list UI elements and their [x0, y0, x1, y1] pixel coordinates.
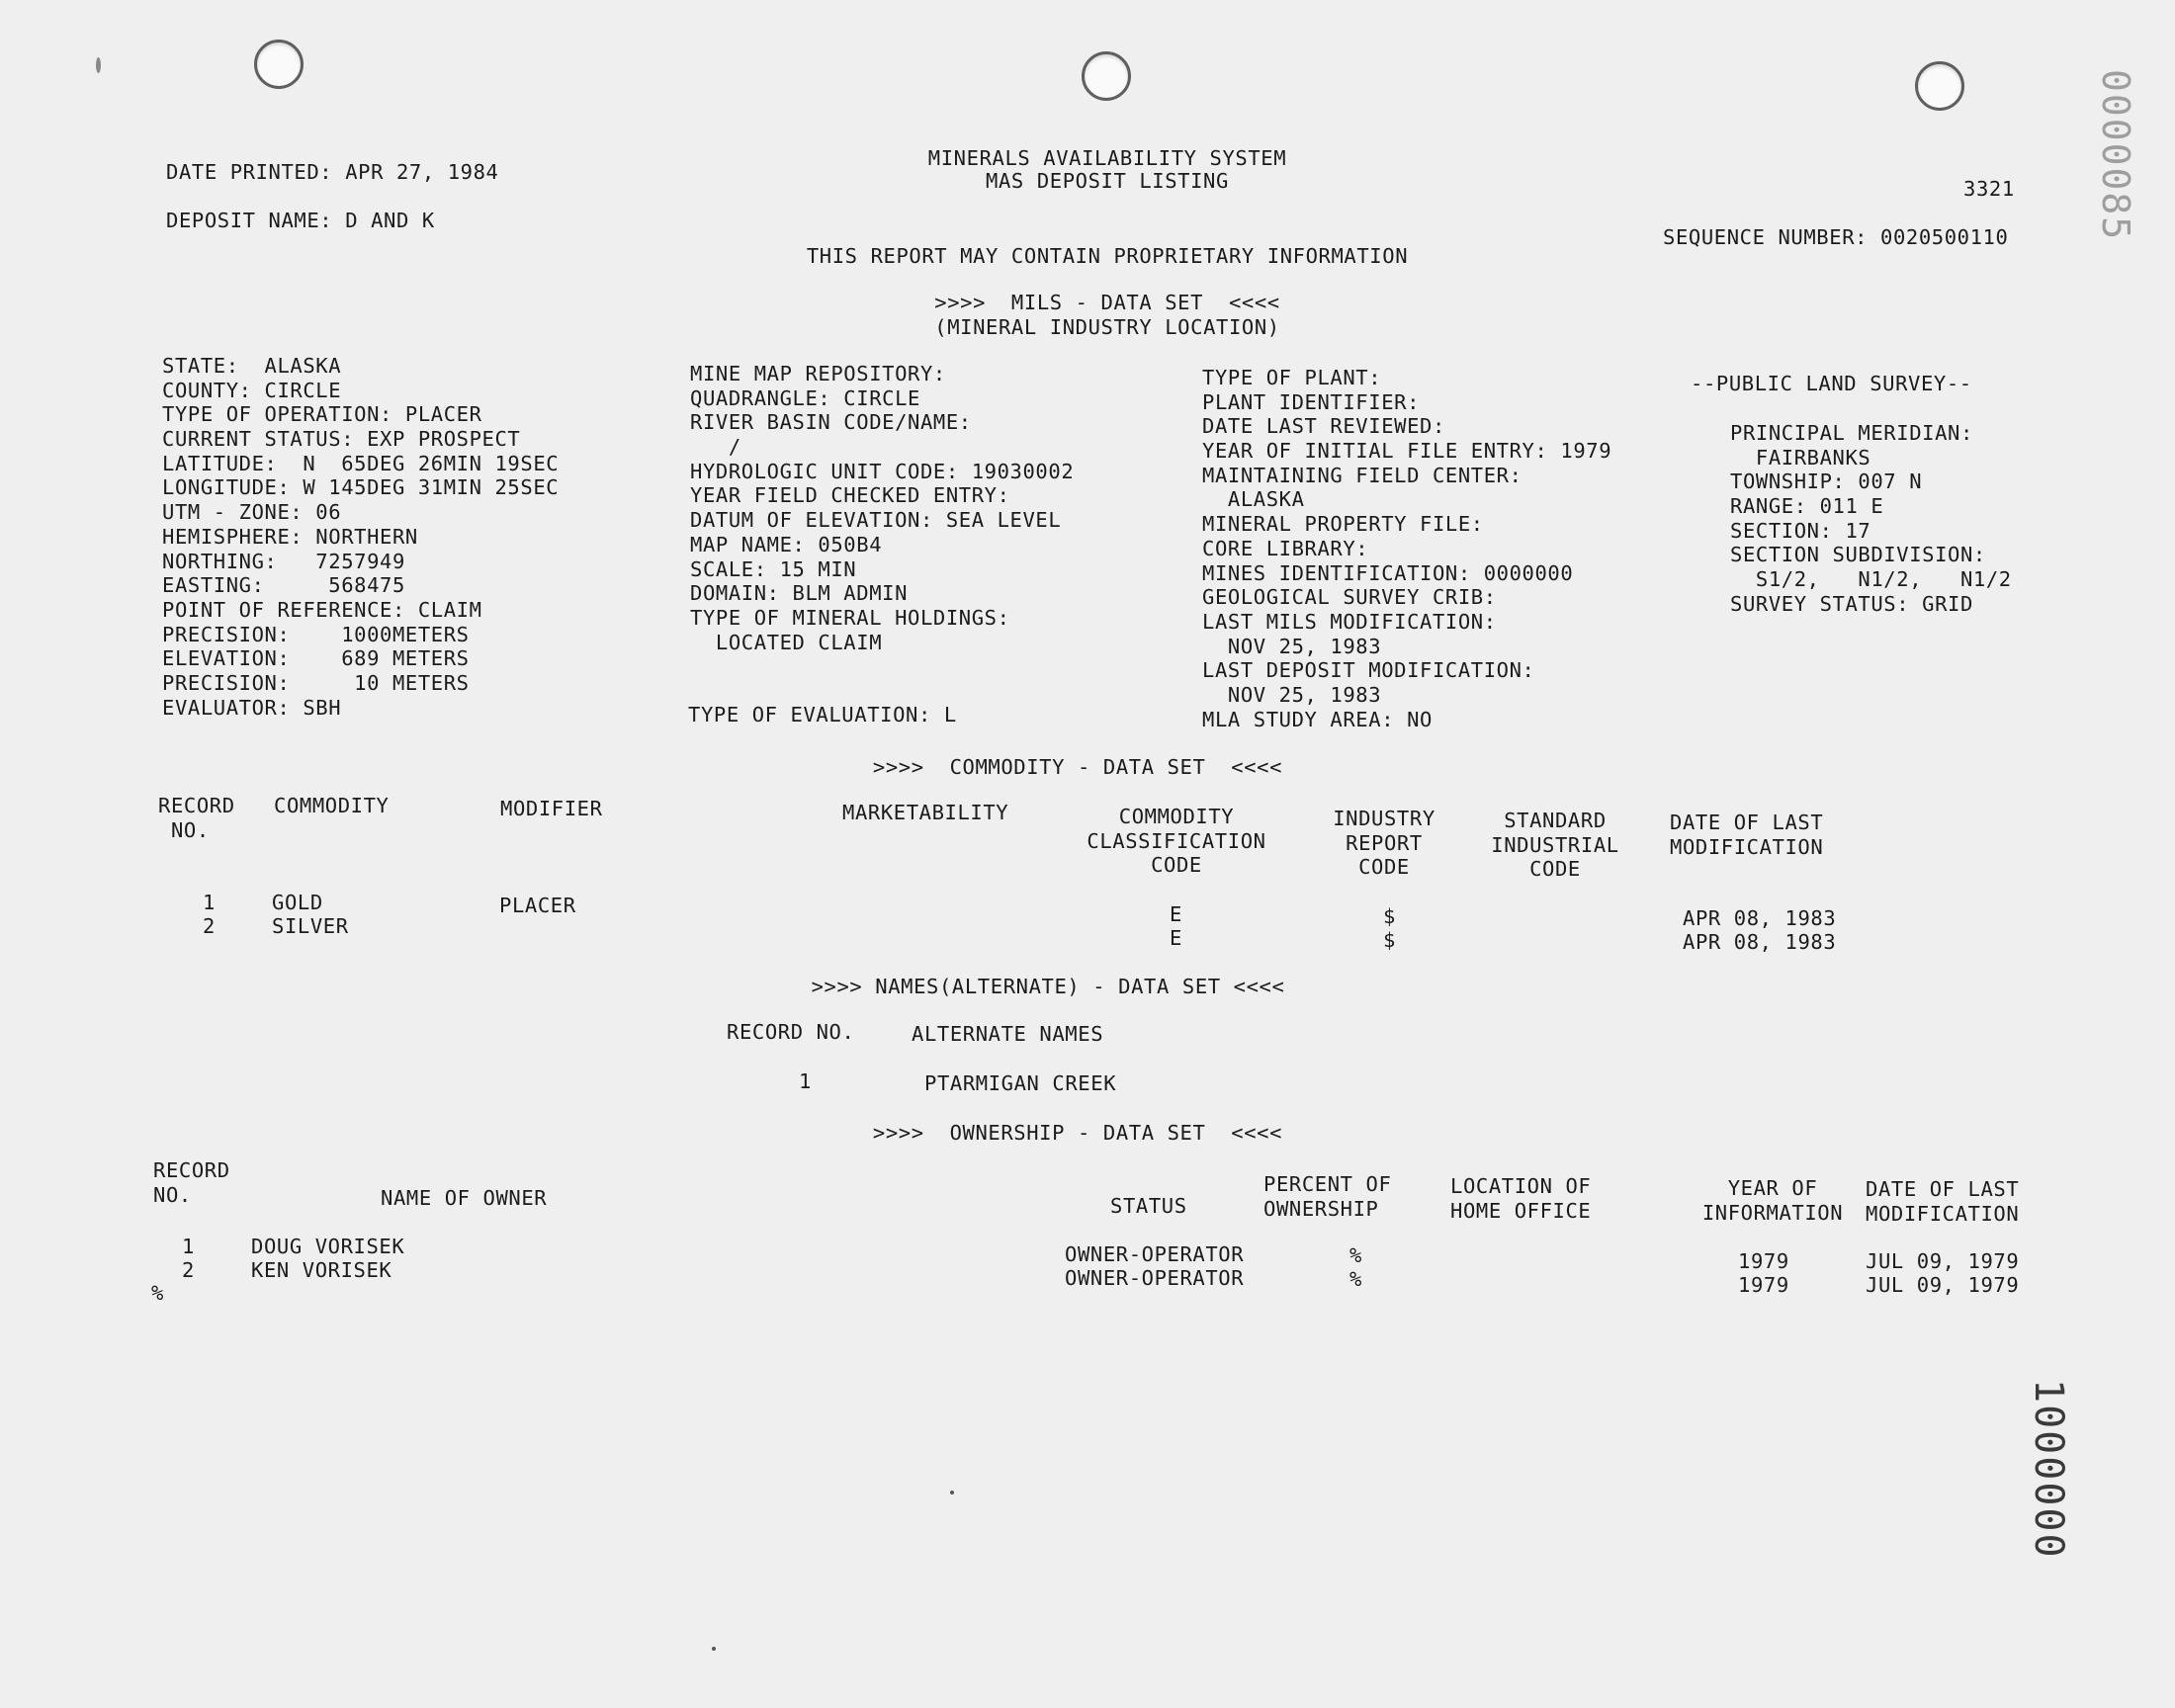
field-mine-map-repository: MINE MAP REPOSITORY: — [690, 362, 946, 385]
field-core-library: CORE LIBRARY: — [1202, 536, 1369, 560]
field-evaluator: EVALUATOR: SBH — [162, 695, 342, 720]
scan-speck — [950, 1491, 954, 1494]
owner-record-no: 1 — [182, 1235, 195, 1258]
field-last-mils-modification-date: NOV 25, 1983 — [1202, 634, 1382, 658]
field-utm-zone: UTM - ZONE: 06 — [162, 500, 342, 525]
field-survey-status: SURVEY STATUS: GRID — [1730, 591, 1973, 616]
commodity-date: APR 08, 1983 — [1683, 906, 1837, 930]
field-principal-meridian: PRINCIPAL MERIDIAN: — [1730, 421, 1973, 445]
page-number: 3321 — [1963, 177, 2015, 201]
field-date-last-reviewed: DATE LAST REVIEWED: — [1202, 414, 1445, 439]
commodity-date: APR 08, 1983 — [1683, 930, 1837, 954]
field-principal-meridian-value: FAIRBANKS — [1730, 445, 1871, 470]
names-heading: >>>> NAMES(ALTERNATE) - DATA SET <<<< — [811, 975, 1285, 998]
mils-plant-column — [1202, 366, 1611, 731]
trailing-percent-mark: % — [151, 1281, 164, 1305]
field-county: COUNTY: CIRCLE — [162, 378, 342, 402]
scan-speck — [96, 57, 101, 73]
mils-subheading: (MINERAL INDUSTRY LOCATION) — [934, 315, 1280, 339]
field-last-mils-modification: LAST MILS MODIFICATION: — [1202, 609, 1497, 634]
punch-hole-center — [1082, 51, 1131, 101]
ownership-header-location: LOCATION OF HOME OFFICE — [1450, 1174, 1592, 1223]
field-current-status: CURRENT STATUS: EXP PROSPECT — [162, 427, 521, 452]
commodity-class-code: E — [1170, 902, 1182, 926]
field-river-basin-value: / — [690, 435, 741, 460]
punch-hole-left — [254, 40, 304, 89]
commodity-class-code: E — [1170, 926, 1182, 950]
public-land-survey-heading: --PUBLIC LAND SURVEY-- — [1691, 372, 1972, 395]
commodity-industry-code: $ — [1383, 904, 1396, 928]
commodity-header-date: DATE OF LAST MODIFICATION — [1670, 811, 1824, 859]
commodity-header-classification: COMMODITY CLASSIFICATION CODE — [1087, 805, 1266, 878]
owner-date: JUL 09, 1979 — [1866, 1273, 2020, 1297]
owner-year: 1979 — [1738, 1273, 1789, 1297]
ownership-header-percent: PERCENT OF OWNERSHIP — [1263, 1172, 1392, 1221]
ownership-header-status: STATUS — [1110, 1194, 1187, 1218]
field-scale: SCALE: 15 MIN — [690, 556, 857, 581]
ownership-header-date: DATE OF LAST MODIFICATION — [1866, 1177, 2020, 1226]
ownership-header-year: YEAR OF INFORMATION — [1701, 1176, 1844, 1225]
field-type-of-operation: TYPE OF OPERATION: PLACER — [162, 402, 482, 427]
owner-status: OWNER-OPERATOR — [1065, 1242, 1245, 1266]
field-section: SECTION: 17 — [1730, 518, 1871, 543]
punch-hole-right — [1915, 61, 1964, 111]
field-type-of-evaluation: TYPE OF EVALUATION: L — [688, 703, 957, 726]
margin-stamp-bottom: 1000000 — [2026, 1379, 2071, 1560]
field-northing: NORTHING: 7257949 — [162, 549, 405, 573]
field-type-of-plant: TYPE OF PLANT: — [1202, 366, 1382, 389]
ownership-header-record: RECORD NO. — [153, 1158, 230, 1207]
commodity-header-marketability: MARKETABILITY — [842, 801, 1009, 824]
ownership-heading: >>>> OWNERSHIP - DATA SET <<<< — [872, 1121, 1283, 1145]
field-longitude: LONGITUDE: W 145DEG 31MIN 25SEC — [162, 475, 560, 500]
field-river-basin: RIVER BASIN CODE/NAME: — [690, 410, 972, 435]
field-state: STATE: ALASKA — [162, 354, 342, 378]
field-hemisphere: HEMISPHERE: NORTHERN — [162, 524, 418, 549]
field-mineral-holdings-value: LOCATED CLAIM — [690, 630, 883, 654]
commodity-header-sic: STANDARD INDUSTRIAL CODE — [1491, 809, 1619, 882]
field-elevation-precision: PRECISION: 10 METERS — [162, 670, 470, 695]
field-mineral-property-file: MINERAL PROPERTY FILE: — [1202, 512, 1484, 537]
commodity-header-record: RECORD NO. — [158, 794, 235, 842]
margin-stamp-top: 0000085 — [2094, 69, 2137, 242]
commodity-header-commodity: COMMODITY — [274, 794, 390, 817]
field-township: TOWNSHIP: 007 N — [1730, 470, 1923, 494]
owner-name: KEN VORISEK — [251, 1258, 392, 1282]
field-easting: EASTING: 568475 — [162, 573, 405, 598]
field-point-of-reference: POINT OF REFERENCE: CLAIM — [162, 597, 482, 622]
date-printed: DATE PRINTED: APR 27, 1984 — [166, 160, 499, 184]
field-latitude: LATITUDE: N 65DEG 26MIN 19SEC — [162, 451, 560, 475]
alternate-name: PTARMIGAN CREEK — [924, 1071, 1117, 1095]
field-range: RANGE: 011 E — [1730, 494, 1884, 519]
commodity-modifier: PLACER — [499, 894, 576, 917]
owner-percent: % — [1349, 1243, 1362, 1267]
field-mla-study-area: MLA STUDY AREA: NO — [1202, 707, 1433, 731]
field-year-initial-file-entry: YEAR OF INITIAL FILE ENTRY: 1979 — [1202, 439, 1612, 464]
commodity-record-no: 2 — [203, 914, 216, 938]
field-quadrangle: QUADRANGLE: CIRCLE — [690, 385, 920, 410]
owner-date: JUL 09, 1979 — [1866, 1249, 2020, 1273]
field-elevation: ELEVATION: 689 METERS — [162, 646, 470, 671]
field-precision-meters: PRECISION: 1000METERS — [162, 622, 470, 646]
mils-heading: >>>> MILS - DATA SET <<<< — [934, 291, 1280, 314]
public-land-survey-column — [1730, 421, 2012, 617]
names-header-record: RECORD NO. — [727, 1020, 855, 1044]
names-header-alternate: ALTERNATE NAMES — [912, 1022, 1104, 1046]
owner-year: 1979 — [1738, 1249, 1789, 1273]
commodity-record-no: 1 — [203, 891, 216, 914]
mils-map-column — [690, 362, 1074, 654]
names-record-no: 1 — [799, 1069, 812, 1093]
field-field-center-value: ALASKA — [1202, 487, 1305, 512]
field-section-subdivision: SECTION SUBDIVISION: — [1730, 543, 1986, 567]
owner-record-no: 2 — [182, 1258, 195, 1282]
field-type-of-mineral-holdings: TYPE OF MINERAL HOLDINGS: — [690, 605, 1010, 630]
field-maintaining-field-center: MAINTAINING FIELD CENTER: — [1202, 463, 1522, 487]
commodity-name: SILVER — [272, 914, 349, 938]
sequence-number: SEQUENCE NUMBER: 0020500110 — [1663, 225, 2009, 249]
mils-location-column — [162, 354, 559, 720]
commodity-industry-code: $ — [1383, 928, 1396, 952]
field-plant-identifier: PLANT IDENTIFIER: — [1202, 389, 1421, 414]
ownership-header-name: NAME OF OWNER — [381, 1186, 548, 1210]
field-mines-identification: MINES IDENTIFICATION: 0000000 — [1202, 560, 1574, 585]
field-year-field-checked: YEAR FIELD CHECKED ENTRY: — [690, 483, 1010, 508]
field-datum-of-elevation: DATUM OF ELEVATION: SEA LEVEL — [690, 508, 1062, 533]
field-domain: DOMAIN: BLM ADMIN — [690, 581, 909, 606]
field-map-name: MAP NAME: 050B4 — [690, 532, 883, 556]
commodity-header-modifier: MODIFIER — [500, 797, 603, 820]
proprietary-notice: THIS REPORT MAY CONTAIN PROPRIETARY INFORMATION — [806, 244, 1409, 268]
field-hydrologic-unit-code: HYDROLOGIC UNIT CODE: 19030002 — [690, 459, 1075, 483]
report-title: MINERALS AVAILABILITY SYSTEM — [927, 146, 1287, 170]
commodity-header-industry: INDUSTRY REPORT CODE — [1333, 807, 1436, 880]
field-geological-survey-crib: GEOLOGICAL SURVEY CRIB: — [1202, 585, 1497, 610]
report-subtitle: MAS DEPOSIT LISTING — [986, 169, 1229, 193]
owner-percent: % — [1349, 1267, 1362, 1291]
owner-name: DOUG VORISEK — [251, 1235, 405, 1258]
deposit-name: DEPOSIT NAME: D AND K — [166, 209, 435, 232]
owner-status: OWNER-OPERATOR — [1065, 1266, 1245, 1290]
commodity-heading: >>>> COMMODITY - DATA SET <<<< — [872, 755, 1283, 779]
commodity-name: GOLD — [272, 891, 323, 914]
field-last-deposit-modification-date: NOV 25, 1983 — [1202, 682, 1382, 707]
scan-speck — [712, 1647, 716, 1651]
field-last-deposit-modification: LAST DEPOSIT MODIFICATION: — [1202, 658, 1535, 683]
field-section-subdivision-value: S1/2, N1/2, N1/2 — [1730, 567, 2012, 592]
